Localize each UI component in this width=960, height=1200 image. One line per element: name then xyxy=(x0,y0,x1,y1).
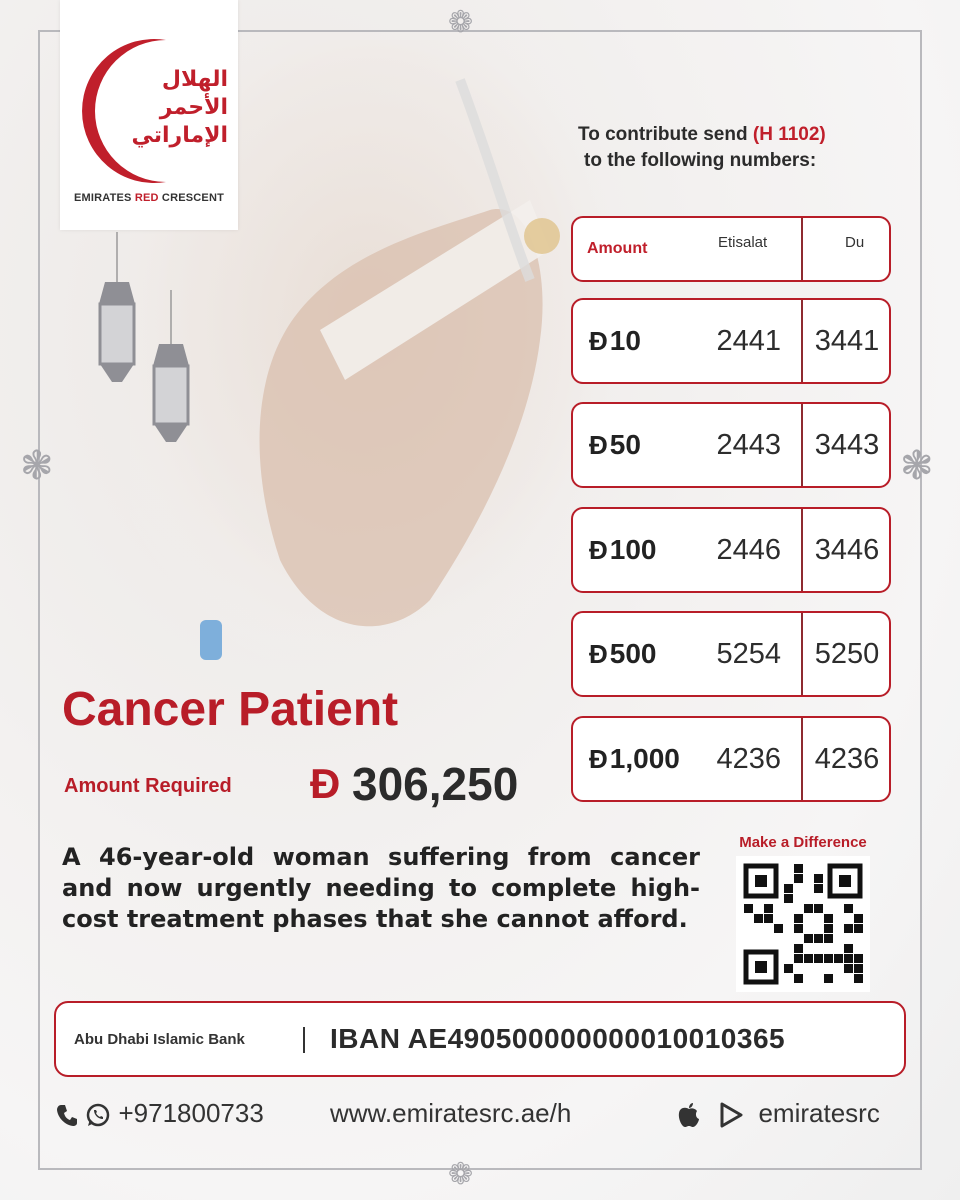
rate-row xyxy=(571,402,891,488)
lantern-left-icon xyxy=(92,232,142,392)
row-du-number: 5250 xyxy=(814,637,880,670)
qr-code-icon xyxy=(736,856,870,992)
lantern-right-icon xyxy=(146,290,196,450)
donation-qr-code[interactable] xyxy=(736,856,870,992)
google-play-icon xyxy=(717,1101,745,1129)
rate-row xyxy=(571,611,891,697)
right-ornament-icon: ❃ xyxy=(900,443,934,489)
row-du-number: 3443 xyxy=(814,428,880,461)
row-etisalat-number: 5254 xyxy=(716,637,781,670)
whatsapp-icon xyxy=(85,1102,111,1128)
contribute-instructions: To contribute send (H 1102) to the following numbers: xyxy=(578,124,826,171)
row-amount: Đ 100 xyxy=(589,534,657,565)
case-description: A 46-year-old woman suffering from cancer and now urgently needing to complete high-cost treatment phases that she cannot afford. xyxy=(62,843,700,933)
rate-table-header xyxy=(571,216,891,282)
phone-number: +971800733 xyxy=(118,1098,264,1128)
header-amount: Amount xyxy=(587,240,648,257)
top-ornament-icon: ❁ xyxy=(448,5,474,40)
row-amount: Đ 500 xyxy=(589,638,657,669)
header-du: Du xyxy=(845,234,865,251)
row-du-number: 3446 xyxy=(814,533,880,566)
footer-website-link[interactable]: www.emiratesrc.ae/h xyxy=(330,1098,572,1128)
rate-row xyxy=(571,716,891,802)
left-ornament-icon: ❃ xyxy=(20,443,54,489)
case-title: Cancer Patient xyxy=(62,683,399,736)
apple-icon xyxy=(676,1101,702,1129)
phone-icon xyxy=(56,1103,78,1127)
footer-social[interactable] xyxy=(676,1098,880,1129)
row-du-number: 3441 xyxy=(814,324,880,357)
row-amount: Đ 1,000 xyxy=(589,743,680,774)
row-etisalat-number: 2441 xyxy=(716,324,781,357)
emirates-red-crescent-logo xyxy=(60,0,238,230)
logo-english-text: EMIRATES RED CRESCENT xyxy=(73,192,225,204)
amount-required-label: Amount Required xyxy=(64,775,232,797)
rate-row xyxy=(571,507,891,593)
row-du-number: 4236 xyxy=(814,742,880,775)
header-etisalat: Etisalat xyxy=(718,234,768,251)
logo-arabic-text: الهلال الأحمر الإماراتي xyxy=(131,67,228,148)
qr-label: Make a Difference xyxy=(739,834,867,851)
bank-name: Abu Dhabi Islamic Bank xyxy=(74,1030,245,1048)
bank-details xyxy=(54,1001,906,1077)
bottom-ornament-icon: ❁ xyxy=(448,1157,474,1192)
row-amount: Đ 10 xyxy=(589,325,641,356)
social-handle: emiratesrc xyxy=(758,1098,880,1128)
row-etisalat-number: 2443 xyxy=(716,428,781,461)
row-etisalat-number: 4236 xyxy=(716,742,781,775)
currency-symbol: Đ xyxy=(310,760,341,807)
row-etisalat-number: 2446 xyxy=(716,533,781,566)
bank-separator xyxy=(303,1027,305,1053)
iban-number: IBAN AE490500000000010010365 xyxy=(330,1023,786,1054)
row-amount: Đ 50 xyxy=(589,429,641,460)
rate-row xyxy=(571,298,891,384)
footer-phone[interactable] xyxy=(56,1098,264,1129)
amount-required-value: 306,250 xyxy=(352,758,519,810)
